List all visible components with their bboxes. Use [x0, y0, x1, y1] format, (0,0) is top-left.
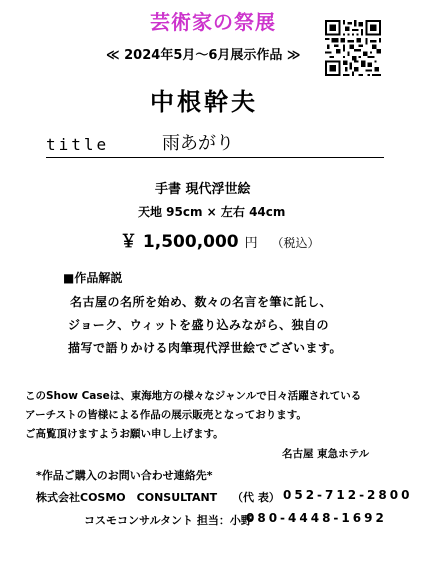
price-amount: ￥ 1,500,000 [120, 232, 239, 252]
title-label: title [46, 135, 110, 154]
contact-person [84, 512, 252, 528]
company-phone[interactable]: 052-712-2800 [283, 488, 413, 502]
description-line: ジョーク、ウィットを盛り込みながら、独自の [68, 318, 330, 332]
person-phone[interactable]: 080-4448-1692 [246, 511, 387, 525]
description-heading: ■作品解説 [63, 271, 123, 285]
artwork-title: 雨あがり [162, 133, 234, 154]
contact-heading: *作品ご購入のお問い合わせ連絡先* [36, 469, 213, 482]
person-name: 担当：小野 [196, 514, 252, 527]
artwork-price [120, 227, 320, 252]
company-kana: コスモコンサルタント [84, 514, 194, 527]
title-underline [46, 157, 384, 158]
exhibition-title: 芸術家の祭展 [150, 10, 276, 34]
company-name: 株式会社COSMO CONSULTANT [36, 491, 218, 504]
price-unit: 円 [244, 236, 258, 251]
info-line: このShow Caseは、東海地方の様々なジャンルで日々活躍されている [25, 390, 362, 402]
artist-name: 中根幹夫 [150, 88, 258, 116]
company-rep-label: （代 表） [232, 491, 280, 504]
info-line: アーチストの皆様による作品の展示販売となっております。 [25, 409, 307, 421]
tax-note: （税込） [271, 236, 320, 250]
qr-code-icon [325, 20, 381, 76]
description-line: 描写で語りかける肉筆現代浮世絵でございます。 [68, 341, 343, 355]
venue-name: 名古屋 東急ホテル [282, 448, 370, 460]
artwork-medium: 手書 現代浮世絵 [155, 182, 251, 197]
exhibition-period: ≪ 2024年5月～6月展示作品 ≫ [106, 48, 301, 63]
artwork-size: 天地 95cm × 左右 44cm [138, 205, 286, 219]
description-line: 名古屋の名所を始め、数々の名言を筆に託し、 [70, 295, 333, 309]
info-line: ご高覧頂けますようお願い申し上げます。 [25, 428, 224, 440]
